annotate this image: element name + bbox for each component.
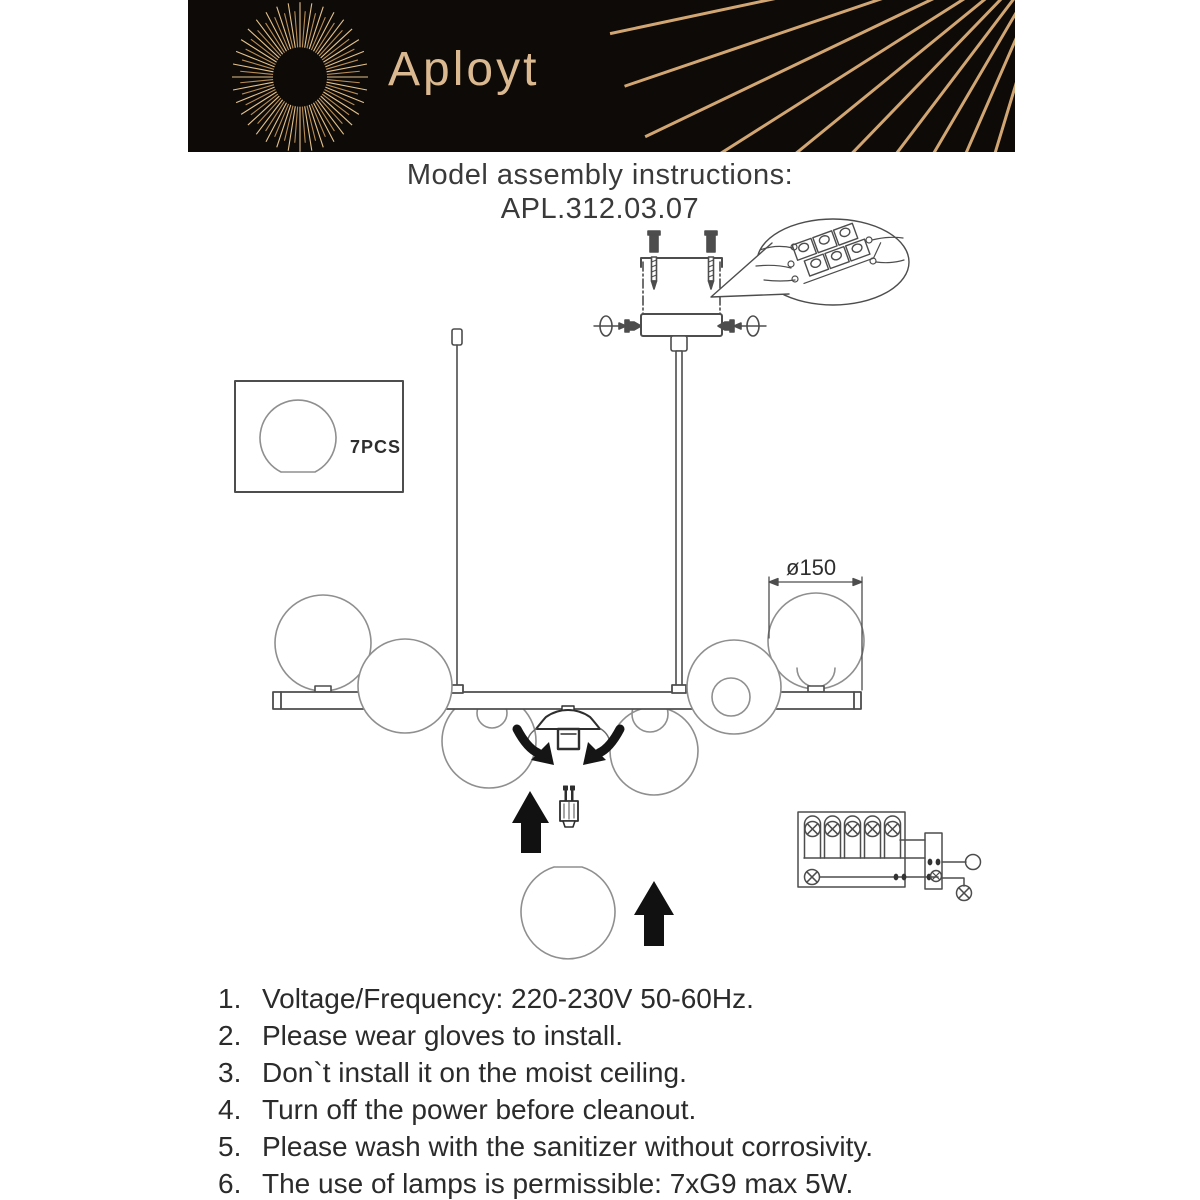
item-number: 3. xyxy=(218,1057,242,1088)
item-number: 5. xyxy=(218,1131,242,1162)
instruction-item xyxy=(208,1054,873,1091)
instruction-item xyxy=(208,1128,873,1165)
wall-anchor-icon xyxy=(648,231,717,252)
item-number: 2. xyxy=(218,1020,242,1051)
side-screw-left xyxy=(594,316,641,336)
item-text: Don`t install it on the moist ceiling. xyxy=(262,1057,687,1088)
terminal-callout xyxy=(711,216,909,305)
parts-count-label: 7PCS xyxy=(350,437,402,457)
instruction-item xyxy=(208,1165,873,1200)
item-text: Turn off the power before cleanout. xyxy=(262,1094,697,1125)
item-number: 1. xyxy=(218,983,242,1014)
brand-name: Aployt xyxy=(388,43,540,96)
instruction-list xyxy=(208,980,873,1200)
item-text: The use of lamps is permissible: 7xG9 max 5W. xyxy=(262,1168,854,1199)
model-number: APL.312.03.07 xyxy=(500,193,700,225)
instruction-item xyxy=(208,1091,873,1128)
lamp-socket xyxy=(527,706,610,749)
canopy xyxy=(641,314,722,336)
instruction-item xyxy=(208,1017,873,1054)
dimension-label: ø150 xyxy=(786,555,837,580)
side-screw-right xyxy=(718,316,766,336)
page-title: Model assembly instructions: xyxy=(406,159,794,191)
globe-shade-icon xyxy=(260,400,336,472)
loose-globe-drawing xyxy=(521,867,615,959)
item-number: 4. xyxy=(218,1094,242,1125)
stem-holder xyxy=(671,336,687,351)
item-text: Please wear gloves to install. xyxy=(262,1020,624,1051)
suspension-rod xyxy=(676,351,682,688)
instruction-item xyxy=(208,980,873,1017)
item-text: Voltage/Frequency: 220-230V 50-60Hz. xyxy=(262,983,754,1014)
item-number: 6. xyxy=(218,1168,242,1199)
mounting-screw-icon xyxy=(652,257,714,289)
lamp-symbols xyxy=(805,816,901,858)
item-text: Please wash with the sanitizer without corrosivity. xyxy=(262,1131,874,1162)
g9-bulb-icon xyxy=(560,786,578,827)
suspension-wire xyxy=(452,329,462,686)
wiring-diagram xyxy=(798,812,981,901)
parts-count-box xyxy=(235,381,403,492)
